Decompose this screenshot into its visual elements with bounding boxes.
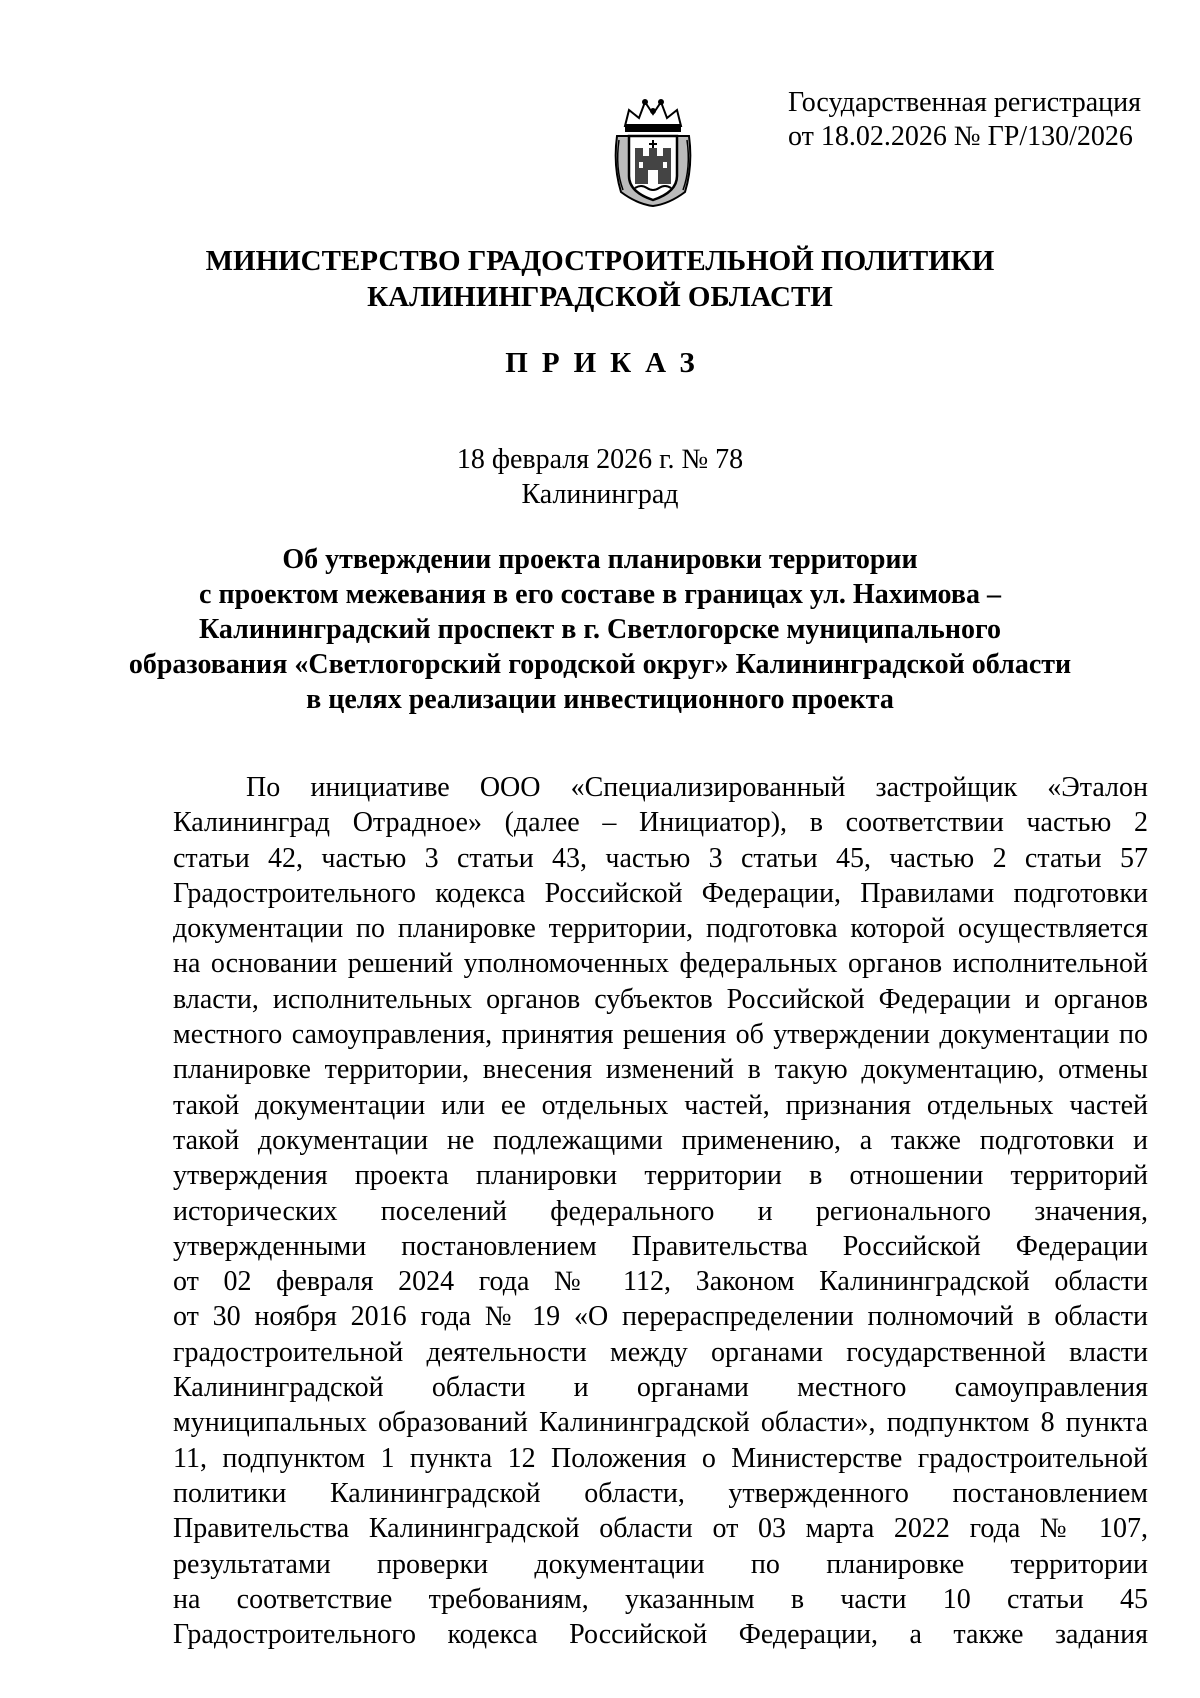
body-line: Градостроительного кодекса Российской Федерации, а также задания	[173, 1619, 1148, 1651]
body-line: Калининград Отрадное» (далее – Инициатор), в соответствии частью 2	[173, 807, 1148, 839]
body-line: от 02 февраля 2024 года № 112, Законом Калининградской области	[173, 1266, 1148, 1298]
body-line: Правительства Калининградской области от 03 марта 2022 года № 107,	[173, 1513, 1148, 1545]
date-and-place	[100, 442, 1100, 512]
document-type: ПРИКАЗ	[505, 347, 709, 379]
body-line: политики Калининградской области, утвержденного постановлением	[173, 1477, 1148, 1509]
registration-stamp	[788, 86, 1168, 154]
body-line: муниципальных образований Калининградской области», подпунктом 8 пункта	[173, 1407, 1148, 1439]
ministry-name-line-1: МИНИСТЕРСТВО ГРАДОСТРОИТЕЛЬНОЙ ПОЛИТИКИ	[205, 245, 995, 277]
body-line: на основании решений уполномоченных федеральных органов исполнительной	[173, 948, 1148, 980]
body-line: утверждения проекта планировки территории в отношении территорий	[173, 1160, 1148, 1192]
body-line: Калининградской области и органами местного самоуправления	[173, 1372, 1148, 1404]
body-line: Градостроительного кодекса Российской Федерации, Правилами подготовки	[173, 877, 1148, 909]
body-line: от 30 ноября 2016 года № 19 «О перераспределении полномочий в области	[173, 1301, 1148, 1333]
body-line: такой документации не подлежащими применению, а также подготовки и	[173, 1124, 1148, 1156]
registration-date-number: от 18.02.2026 № ГР/130/2026	[788, 121, 1133, 152]
ministry-name	[100, 243, 1100, 315]
order-place: Калининград	[521, 479, 679, 510]
body-line: власти, исполнительных органов субъектов Российской Федерации и органов	[173, 983, 1148, 1015]
body-line: местного самоуправления, принятия решения об утверждении документации по	[173, 1019, 1148, 1051]
order-title	[120, 542, 1080, 717]
kaliningrad-coat-of-arms-icon	[611, 96, 695, 208]
title-line: с проектом межевания в его составе в границах ул. Нахимова –	[199, 579, 1001, 610]
title-line: Калининградский проспект в г. Светлогорске муниципального	[198, 614, 1002, 645]
order-body	[173, 770, 1148, 1652]
body-line: градостроительной деятельности между органами государственной власти	[173, 1336, 1148, 1368]
body-line: 11, подпунктом 1 пункта 12 Положения о Министерстве градостроительной	[173, 1442, 1148, 1474]
body-line: По инициативе ООО «Специализированный застройщик «Эталон	[246, 772, 1148, 803]
registration-label: Государственная регистрация	[788, 87, 1141, 118]
body-line: документации по планировке территории, подготовка которой осуществляется	[173, 913, 1148, 945]
title-line: образования «Светлогорский городской округ» Калининградской области	[128, 649, 1072, 680]
body-line: исторических поселений федерального и регионального значения,	[173, 1195, 1148, 1227]
body-line: утвержденными постановлением Правительства Российской Федерации	[173, 1230, 1148, 1262]
ministry-name-line-2: КАЛИНИНГРАДСКОЙ ОБЛАСТИ	[367, 281, 833, 313]
body-line: такой документации или ее отдельных частей, признания отдельных частей	[173, 1089, 1148, 1121]
body-line: результатами проверки документации по планировке территории	[173, 1548, 1148, 1580]
title-line: Об утверждении проекта планировки территории	[282, 544, 918, 575]
body-line: планировке территории, внесения изменений в такую документацию, отмены	[173, 1054, 1148, 1086]
body-line: на соответствие требованиям, указанным в части 10 статьи 45	[173, 1583, 1148, 1615]
order-date-number: 18 февраля 2026 г. № 78	[456, 444, 744, 475]
title-line: в целях реализации инвестиционного проекта	[306, 684, 894, 715]
body-line: статьи 42, частью 3 статьи 43, частью 3 статьи 45, частью 2 статьи 57	[173, 842, 1148, 874]
